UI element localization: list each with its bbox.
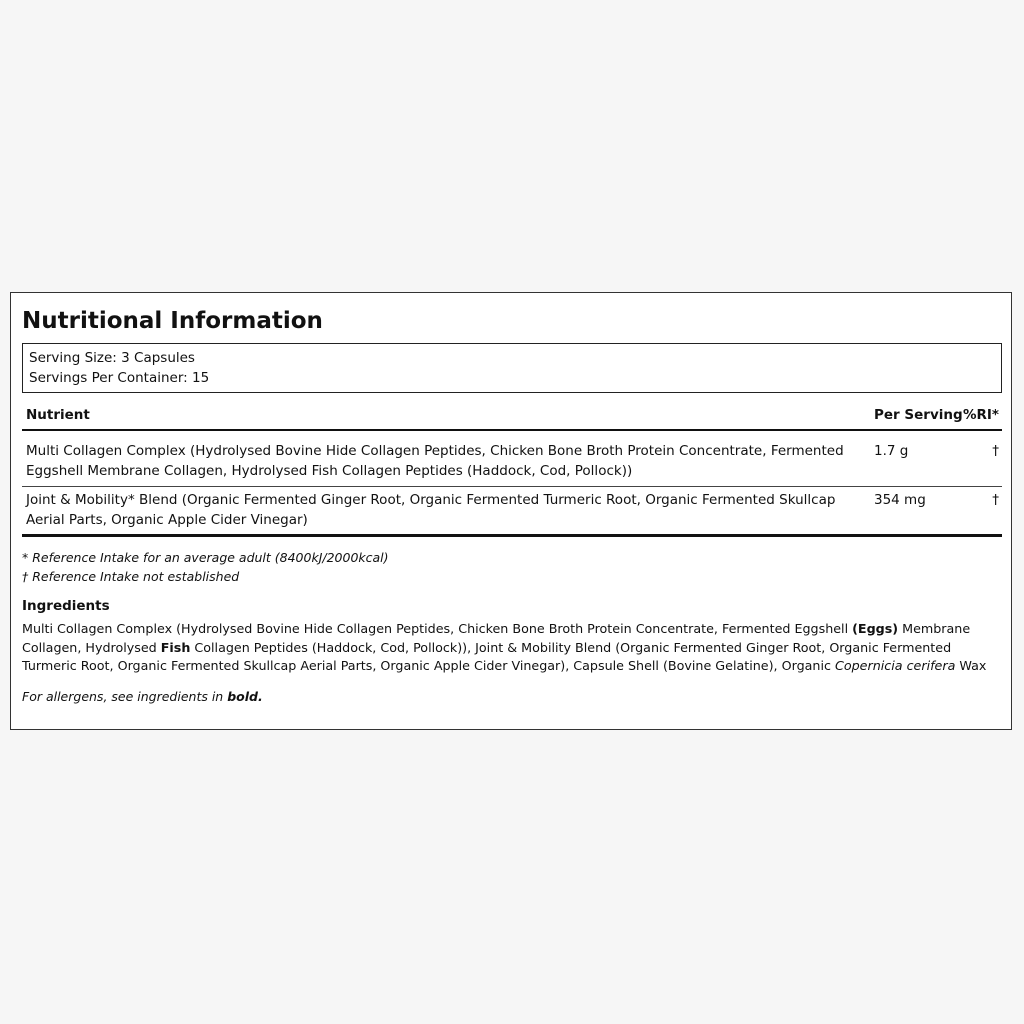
table-row: [22, 431, 1002, 487]
ingredients-part: Multi Collagen Complex (Hydrolysed Bovine Hide Collagen Peptides, Chicken Bone Broth Protein Concentrate, Fermented Eggshell: [22, 621, 853, 636]
serving-info-box: [22, 343, 1002, 393]
allergen-note: [22, 689, 263, 704]
nutrient-name: Multi Collagen Complex (Hydrolysed Bovine Hide Collagen Peptides, Chicken Bone Broth Protein Concentrate, Fermented Eggshell Membrane Collagen, Hydrolysed Fish Collagen Peptides (Haddock, Cod, Pollock)): [26, 443, 844, 479]
ingredients-part: Collagen Peptides (Haddock, Cod, Pollock)), Joint & Mobility Blend (Organic Fermented Ginger Root, Organic Fermented Turmeric Root, Organic Fermented Skullcap Aerial Parts, Organic Apple Cider Vinegar), Capsule Shell (Bovine Gelatine), Organic: [22, 639, 952, 673]
table-row: [22, 487, 1002, 537]
nutrition-panel: [10, 292, 1012, 730]
allergen-eggs: (Eggs): [852, 621, 899, 636]
ri-value: †: [992, 443, 999, 459]
servings-per-container: Servings Per Container: 15: [29, 369, 210, 386]
ingredients-part: Wax: [955, 658, 987, 673]
nutrient-table-header: [22, 397, 1002, 431]
allergen-fish: Fish: [160, 639, 191, 655]
allergen-note-text: For allergens, see ingredients in: [22, 689, 228, 704]
footnote-not-established: † Reference Intake not established: [22, 568, 240, 584]
header-nutrient: Nutrient: [26, 407, 90, 423]
serving-size: Serving Size: 3 Capsules: [29, 350, 195, 366]
footnotes: [22, 549, 389, 586]
ingredients-part: Membrane Collagen, Hydrolysed: [22, 621, 971, 655]
ri-value: †: [992, 492, 999, 508]
panel-title: Nutritional Information: [22, 308, 323, 334]
footnote-reference-intake: * Reference Intake for an average adult (8400kJ/2000kcal): [22, 550, 389, 565]
header-per-serving: Per Serving: [874, 407, 963, 423]
nutrient-name: Joint & Mobility* Blend (Organic Fermented Ginger Root, Organic Fermented Turmeric Root, Organic Fermented Skullcap Aerial Parts, Organic Apple Cider Vinegar): [26, 492, 836, 528]
ingredients-heading: Ingredients: [22, 598, 110, 614]
latin-name: Copernicia cerifera: [835, 658, 956, 673]
per-serving-value: 354 mg: [874, 492, 926, 508]
header-ri: %RI*: [962, 407, 999, 423]
ingredients-text: [22, 620, 1007, 676]
per-serving-value: 1.7 g: [874, 443, 909, 459]
allergen-note-bold: bold.: [227, 689, 263, 704]
